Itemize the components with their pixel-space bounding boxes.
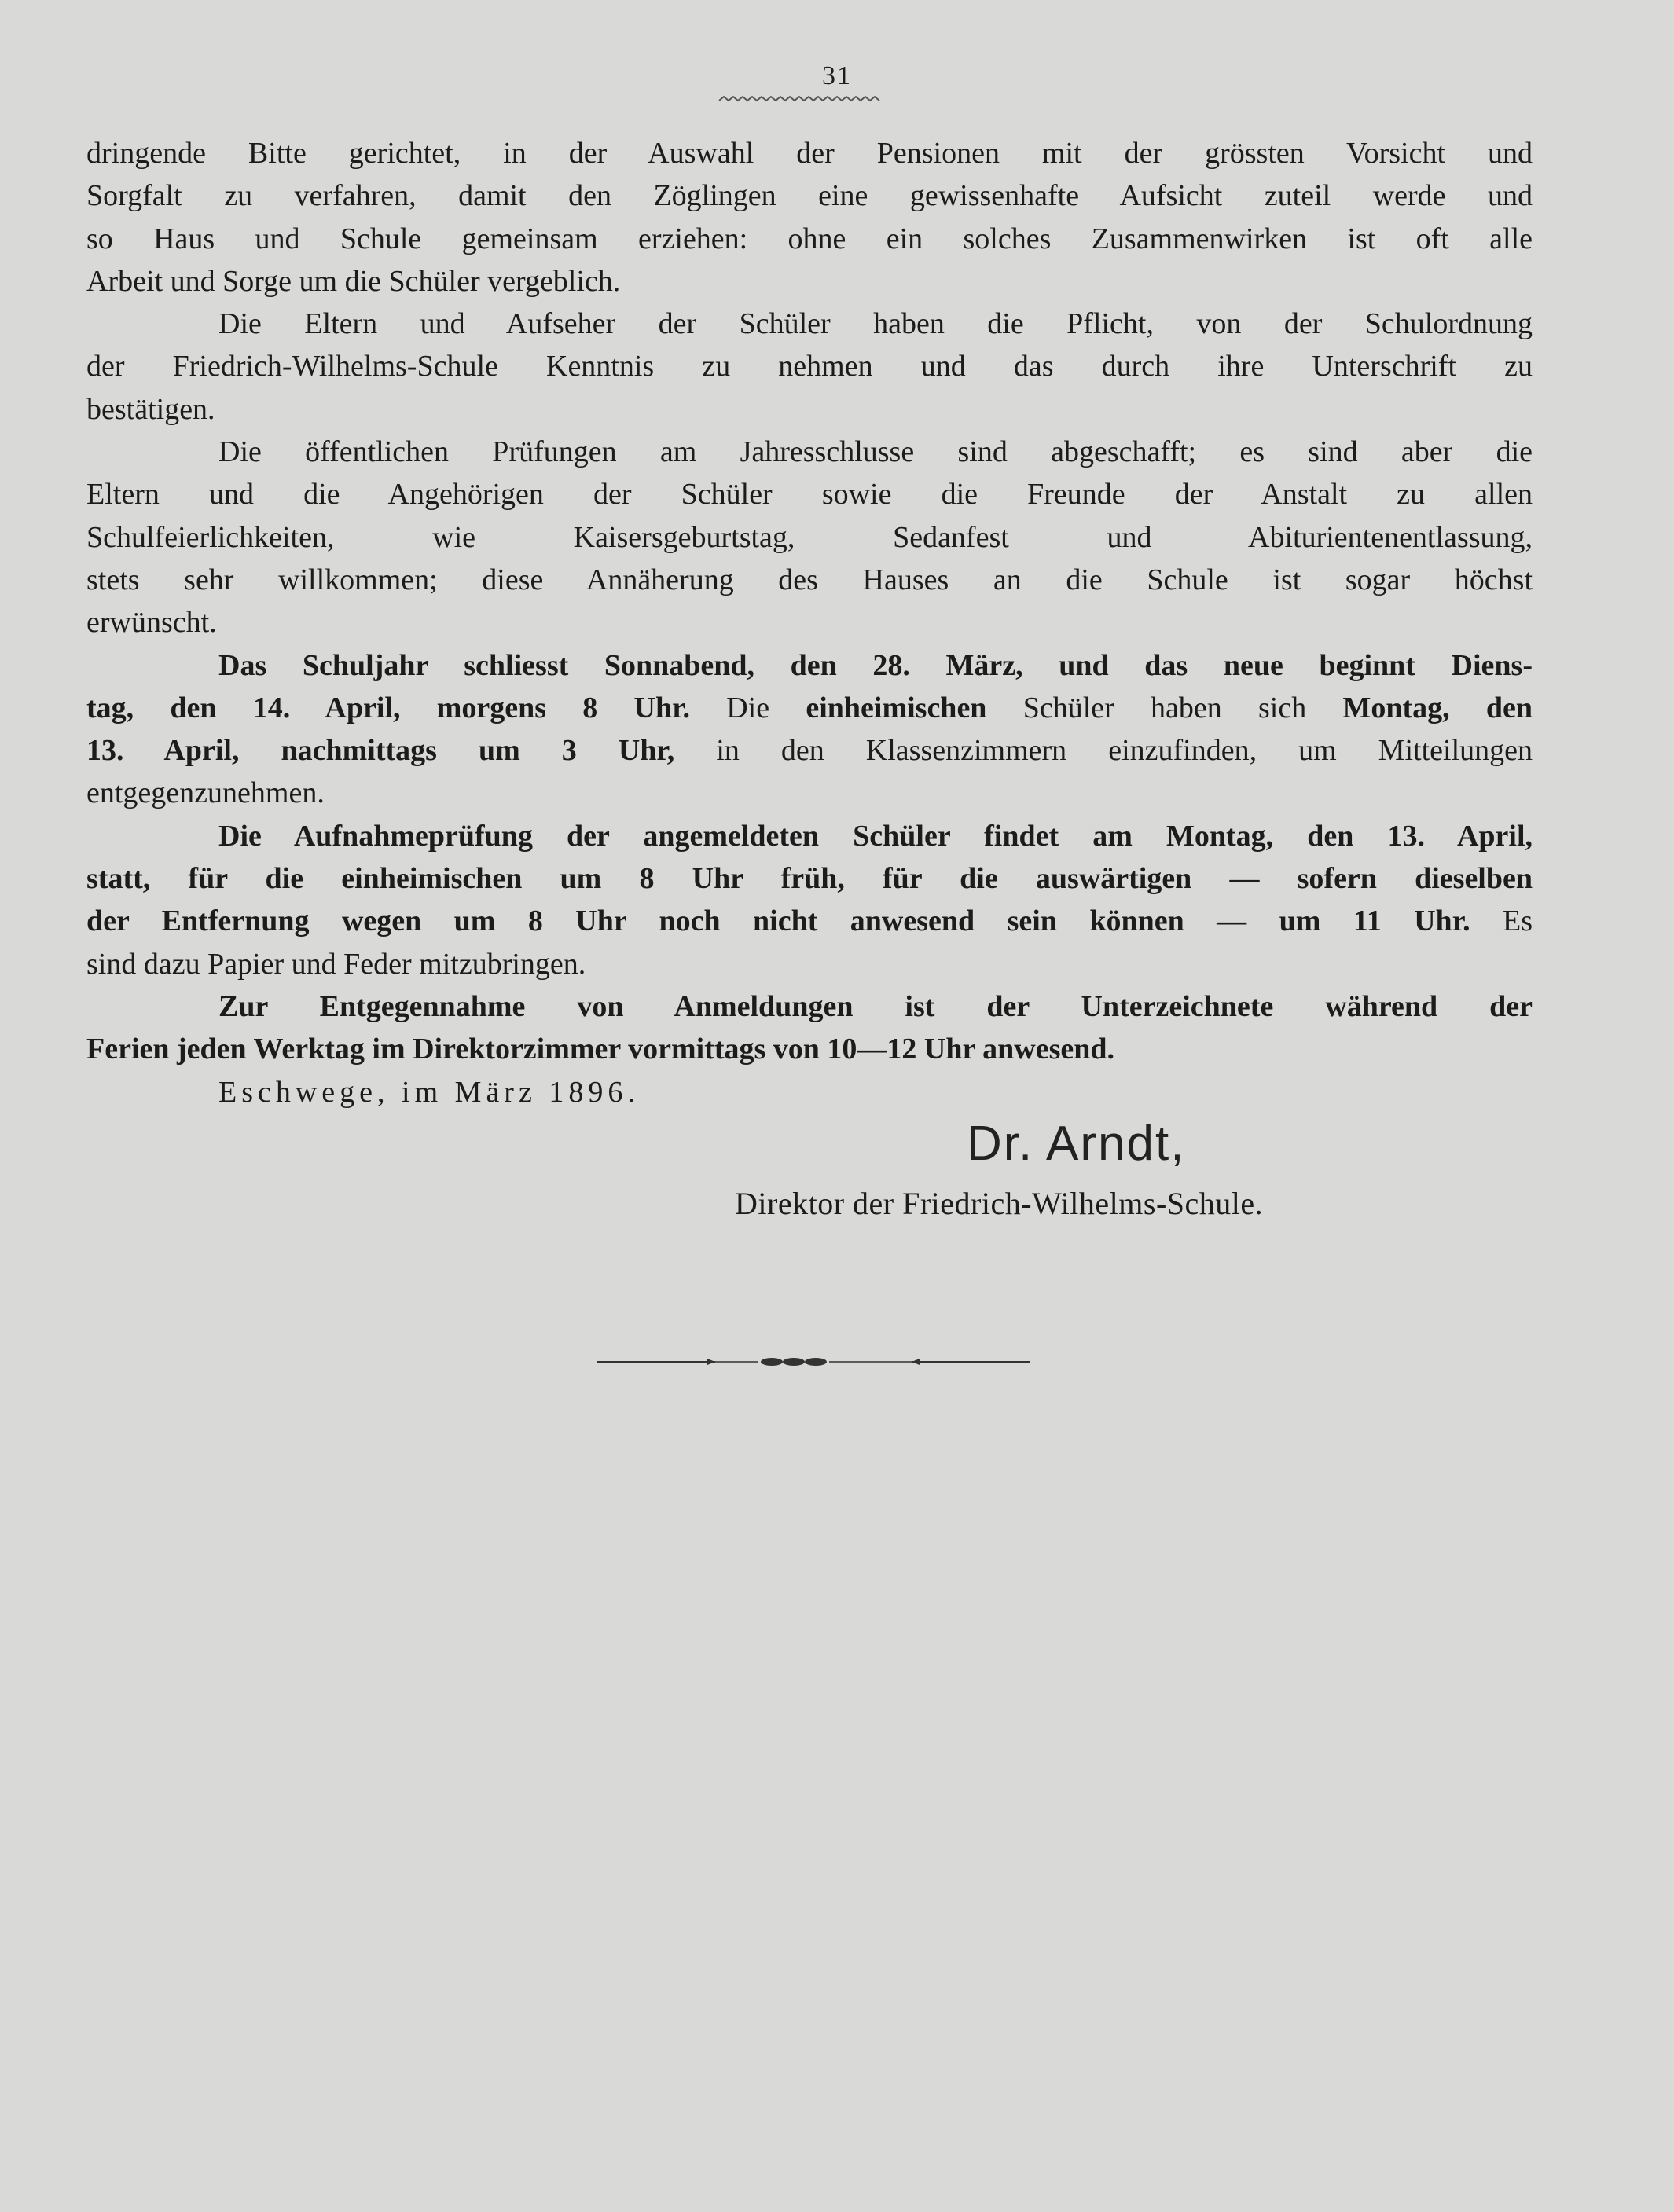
schoolyear-text: Schüler haben sich (986, 691, 1343, 724)
schoolyear-monday-text: Montag, den (1342, 691, 1533, 724)
body-line: Arbeit und Sorge um die Schüler vergeblich. (86, 264, 621, 298)
schoolyear-line: entgegenzunehmen. (86, 776, 325, 810)
body-line: bestätigen. (86, 392, 215, 426)
document-body (86, 132, 1533, 1113)
end-ornament (597, 1350, 1030, 1374)
signature-title: Direktor der Friedrich-Wilhelms-Schule. (735, 1186, 1264, 1221)
body-line: dringende Bitte gerichtet, in der Auswahl der Pensionen mit der grössten Vorsicht und (86, 137, 1533, 170)
page-number-ornament (0, 93, 1674, 108)
body-line: stets sehr willkommen; diese Annäherung des Hauses an die Schule ist sogar höchst (86, 563, 1533, 596)
signature-name: Dr. Arndt, (967, 1117, 1186, 1171)
exam-line: statt, für die einheimischen um 8 Uhr früh, für die auswärtigen — sofern dieselben (86, 862, 1533, 896)
exam-line (86, 900, 1533, 942)
registration-line: Zur Entgegennahme von Anmeldungen ist der Unterzeichnete während der (218, 989, 1533, 1023)
body-line: der Friedrich-Wilhelms-Schule Kenntnis zu nehmen und das durch ihre Unterschrift zu (86, 350, 1533, 383)
schoolyear-line (86, 729, 1533, 772)
exam-text: Es (1470, 904, 1533, 938)
body-line: Die öffentlichen Prüfungen am Jahresschlusse sind abgeschafft; es sind aber die (218, 435, 1533, 469)
body-line: Eltern und die Angehörigen der Schüler sowie die Freunde der Anstalt zu allen (86, 478, 1533, 512)
body-line: Die Eltern und Aufseher der Schüler haben die Pflicht, von der Schulordnung (218, 307, 1533, 341)
body-line: Sorgfalt zu verfahren, damit den Zöglingen eine gewissenhafte Aufsicht zuteil werde und (86, 179, 1533, 213)
schoolyear-line (86, 687, 1533, 729)
schoolyear-time-text: 13. April, nachmittags um 3 Uhr, (86, 734, 675, 768)
exam-line: Die Aufnahmeprüfung der angemeldeten Schüler findet am Montag, den 13. April, (218, 819, 1533, 853)
schoolyear-local-text: einheimischen (806, 691, 987, 724)
schoolyear-date-text: tag, den 14. April, morgens 8 Uhr. (86, 691, 690, 724)
exam-bold-text: der Entfernung wegen um 8 Uhr noch nicht anwesend sein können — um 11 Uhr. (86, 904, 1470, 938)
registration-line: Ferien jeden Werktag im Direktorzimmer vormittags von 10—12 Uhr anwesend. (86, 1033, 1115, 1066)
place-date: Eschwege, im März 1896. (218, 1075, 640, 1109)
body-line: Schulfeierlichkeiten, wie Kaisersgeburtstag, Sedanfest und Abiturientenentlassung, (86, 520, 1533, 554)
body-line: erwünscht. (86, 606, 217, 640)
exam-line: sind dazu Papier und Feder mitzubringen. (86, 947, 586, 981)
body-line: so Haus und Schule gemeinsam erziehen: ohne ein solches Zusammenwirken ist oft alle (86, 222, 1533, 255)
schoolyear-text: in den Klassenzimmern einzufinden, um Mitteilungen (674, 734, 1533, 768)
schoolyear-line: Das Schuljahr schliesst Sonnabend, den 28. März, und das neue beginnt Diens- (218, 648, 1533, 682)
schoolyear-text: Die (689, 691, 806, 724)
page-number: 31 (822, 61, 852, 90)
